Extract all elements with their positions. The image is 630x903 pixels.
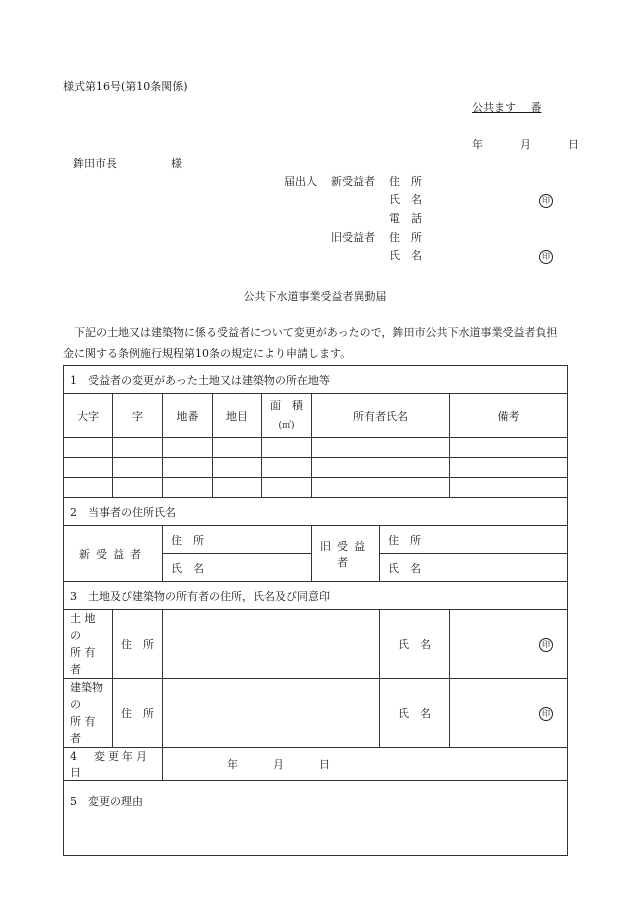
old-beneficiary-address-field[interactable] [380,526,568,554]
change-reason-field[interactable] [64,781,568,856]
owner-name-input[interactable] [312,438,450,458]
building-owner-name-input[interactable] [450,679,568,748]
column-remarks: 備考 [450,394,568,438]
old-beneficiary-address-caption: 住 所 [388,533,421,547]
change-date-label: 4 変更年月日 [64,748,163,781]
aza-input[interactable] [113,458,163,478]
area-input[interactable] [262,438,312,458]
column-area-unit: (㎡) [278,420,295,431]
date-day-label: 日 [568,138,579,151]
land-owner-label-line2: 所 有 者 [70,646,96,676]
new-beneficiary-name-field[interactable] [163,554,312,582]
reference-number: 公共ます 番 [472,101,542,114]
section3-heading: 3 土地及び建築物の所有者の住所，氏名及び同意印 [64,582,568,610]
land-owner-address-caption: 住 所 [113,610,163,679]
building-owner-label-line2: 所 有 者 [70,715,96,745]
owner-name-input[interactable] [312,478,450,498]
remarks-input[interactable] [450,438,568,458]
addressee-name: 鉾田市長 [73,157,117,170]
land-owner-name-input[interactable] [450,610,568,679]
lot-input[interactable] [163,438,213,458]
land-type-input[interactable] [213,478,262,498]
date-month-label: 月 [520,138,531,151]
table-row [64,458,568,478]
date-year-label: 年 [472,138,483,151]
land-type-input[interactable] [213,438,262,458]
remarks-input[interactable] [450,458,568,478]
old-beneficiary-label: 旧受益者 [331,231,375,244]
owner-name-input[interactable] [312,458,450,478]
land-owner-address-input[interactable] [163,610,380,679]
new-beneficiary-address-field[interactable] [163,526,312,554]
land-owner-label [64,610,113,679]
section1-heading: 1 受益者の変更があった土地又は建築物の所在地等 [64,366,568,394]
building-owner-address-caption: 住 所 [113,679,163,748]
oaza-input[interactable] [64,478,113,498]
area-input[interactable] [262,458,312,478]
change-date-field[interactable] [163,748,568,781]
old-beneficiary-address-label: 住 所 [389,231,422,244]
change-date-day: 日 [319,758,330,771]
new-beneficiary-name-caption: 氏 名 [171,561,204,575]
old-beneficiary-name-caption: 氏 名 [388,561,421,575]
old-beneficiary-seal-icon: 印 [539,249,553,264]
area-input[interactable] [262,478,312,498]
old-beneficiary-name-field[interactable] [380,554,568,582]
column-lot-number: 地番 [163,394,213,438]
oaza-input[interactable] [64,438,113,458]
notifier-label: 届出人 [284,175,317,188]
phone-label: 電 話 [389,212,422,225]
column-aza: 字 [113,394,163,438]
column-land-type: 地目 [213,394,262,438]
body-text: 下記の土地又は建築物に係る受益者について変更があったので，鉾田市公共下水道事業受益者負担金に関する条例施行規程第10条の規定により申請します。 [63,326,558,360]
land-type-input[interactable] [213,458,262,478]
remarks-input[interactable] [450,478,568,498]
application-form-table [63,365,568,856]
new-beneficiary-name-label: 氏 名 [389,193,422,206]
section2-heading: 2 当事者の住所氏名 [64,498,568,526]
table-row [64,438,568,458]
oaza-input[interactable] [64,458,113,478]
column-area-label: 面 積 [270,398,303,412]
lot-input[interactable] [163,478,213,498]
building-owner-label [64,679,113,748]
lot-input[interactable] [163,458,213,478]
addressee [73,157,182,171]
land-owner-label-line1: 土 地 の [70,612,96,642]
new-beneficiary-label: 新受益者 [331,175,375,188]
new-beneficiary-address-caption: 住 所 [171,533,204,547]
new-beneficiary-address-label: 住 所 [389,175,422,188]
change-date-year: 年 [227,758,238,771]
building-owner-seal-icon: 印 [539,707,553,721]
table-row [64,478,568,498]
building-owner-name-caption: 氏 名 [380,679,450,748]
old-beneficiary-row-label: 旧受益者 [312,526,380,582]
aza-input[interactable] [113,438,163,458]
submission-date [472,138,579,152]
building-owner-label-line1: 建築物の [70,681,103,711]
land-owner-name-caption: 氏 名 [380,610,450,679]
new-beneficiary-seal-icon: 印 [539,193,553,208]
old-beneficiary-name-label: 氏 名 [389,249,422,262]
building-owner-address-input[interactable] [163,679,380,748]
land-owner-seal-icon: 印 [539,638,553,652]
addressee-suffix: 様 [171,157,182,170]
aza-input[interactable] [113,478,163,498]
change-date-month: 月 [273,758,284,771]
column-area [262,394,312,438]
new-beneficiary-row-label: 新受益者 [64,526,163,582]
column-oaza: 大字 [64,394,113,438]
document-title: 公共下水道事業受益者異動届 [243,290,387,303]
column-owner-name: 所有者氏名 [312,394,450,438]
section5-heading: 5 変更の理由 [70,795,143,808]
form-number: 様式第16号(第10条関係) [63,80,188,93]
